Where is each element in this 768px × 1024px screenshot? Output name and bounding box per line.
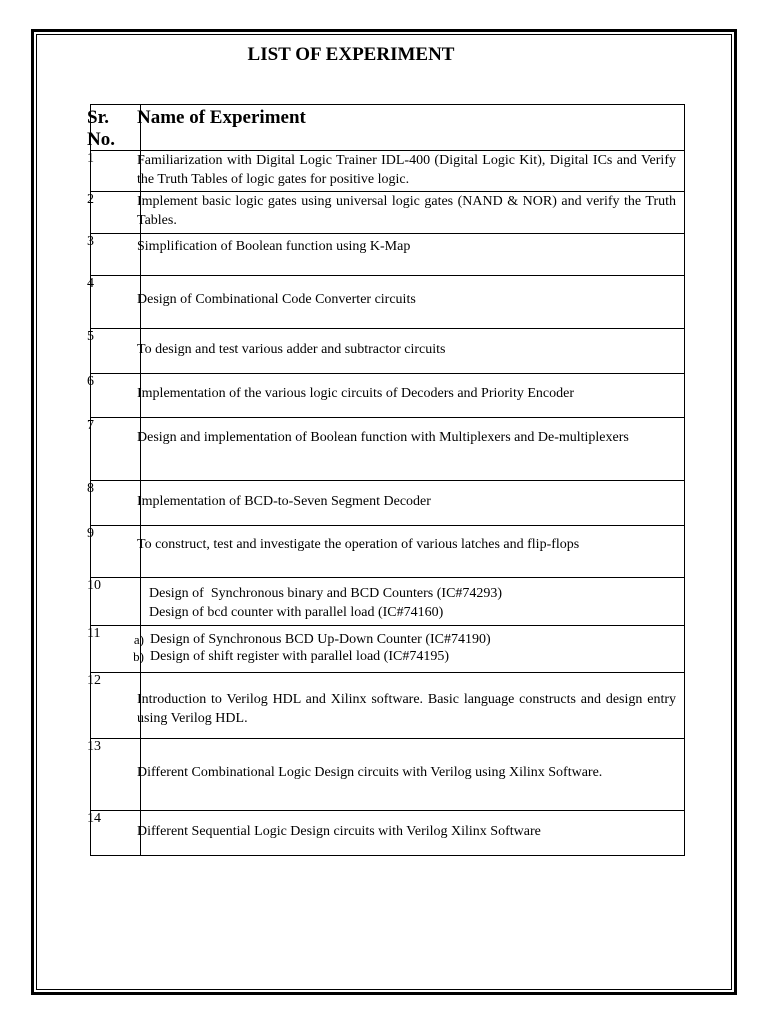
table-row xyxy=(91,276,685,329)
row-name: Implementation of the various logic circuits of Decoders and Priority Encoder xyxy=(137,386,574,401)
row-sr: 6 xyxy=(87,374,94,389)
row-sublist xyxy=(133,626,684,665)
row-sr: 1 xyxy=(87,151,94,166)
row-sr: 3 xyxy=(87,234,94,249)
table-row xyxy=(91,811,685,856)
table-row xyxy=(91,481,685,526)
sub-text: Design of Synchronous BCD Up-Down Counter (IC#74190) xyxy=(150,632,491,647)
row-sr: 4 xyxy=(87,276,94,291)
row-name: Implementation of BCD-to-Seven Segment Decoder xyxy=(137,494,431,509)
row-name: Design of Combinational Code Converter circuits xyxy=(137,292,416,307)
table-row xyxy=(91,329,685,374)
row-name: Design and implementation of Boolean function with Multiplexers and De-multiplexers xyxy=(137,430,629,445)
row-name: Introduction to Verilog HDL and Xilinx software. Basic language constructs and design entry using Verilog HDL. xyxy=(137,692,676,726)
row-sr: 13 xyxy=(87,739,101,754)
table-row xyxy=(91,626,685,673)
row-name-lines xyxy=(141,578,684,622)
row-name: To design and test various adder and subtractor circuits xyxy=(137,342,446,357)
table-row xyxy=(91,192,685,234)
row-line: Design of bcd counter with parallel load (IC#74160) xyxy=(149,605,444,620)
header-name: Name of Experiment xyxy=(137,107,306,128)
header-name-cell xyxy=(137,105,685,151)
sub-label: b) xyxy=(133,649,144,664)
table-row xyxy=(91,673,685,739)
row-name: Implement basic logic gates using universal logic gates (NAND & NOR) and verify the Truth Tables. xyxy=(137,194,676,228)
table-row xyxy=(91,739,685,811)
list-item xyxy=(133,648,684,665)
row-sr: 2 xyxy=(87,192,94,207)
row-sr: 7 xyxy=(87,418,94,433)
row-sr: 5 xyxy=(87,329,94,344)
row-name: Different Combinational Logic Design circuits with Verilog using Xilinx Software. xyxy=(137,765,603,780)
row-sr: 10 xyxy=(87,578,101,593)
table-row xyxy=(91,418,685,481)
header-sr-cell xyxy=(87,105,141,151)
row-sr: 12 xyxy=(87,673,101,688)
row-name: To construct, test and investigate the operation of various latches and flip-flops xyxy=(137,537,580,552)
row-line: Design of Synchronous binary and BCD Counters (IC#74293) xyxy=(149,586,503,601)
header-sr: Sr. No. xyxy=(87,107,115,150)
row-sr: 8 xyxy=(87,481,94,496)
sub-label: a) xyxy=(133,632,144,647)
row-sr: 14 xyxy=(87,811,101,826)
table-row xyxy=(91,374,685,418)
row-name: Simplification of Boolean function using K-Map xyxy=(137,239,411,254)
table-row xyxy=(91,526,685,578)
page-title: LIST OF EXPERIMENT xyxy=(247,44,455,65)
sub-text: Design of shift register with parallel load (IC#74195) xyxy=(150,649,449,664)
row-name: Familiarization with Digital Logic Trainer IDL-400 (Digital Logic Kit), Digital ICs and Verify the Truth Tables of logic gates for positive logic. xyxy=(137,153,676,187)
table-header-row xyxy=(91,105,685,151)
experiment-table xyxy=(87,104,685,856)
table-row xyxy=(91,234,685,276)
row-sr: 11 xyxy=(87,626,101,641)
table-row xyxy=(91,578,685,626)
row-name: Different Sequential Logic Design circuits with Verilog Xilinx Software xyxy=(137,824,541,839)
list-item xyxy=(133,631,684,648)
table-row xyxy=(91,151,685,192)
row-sr: 9 xyxy=(87,526,94,541)
